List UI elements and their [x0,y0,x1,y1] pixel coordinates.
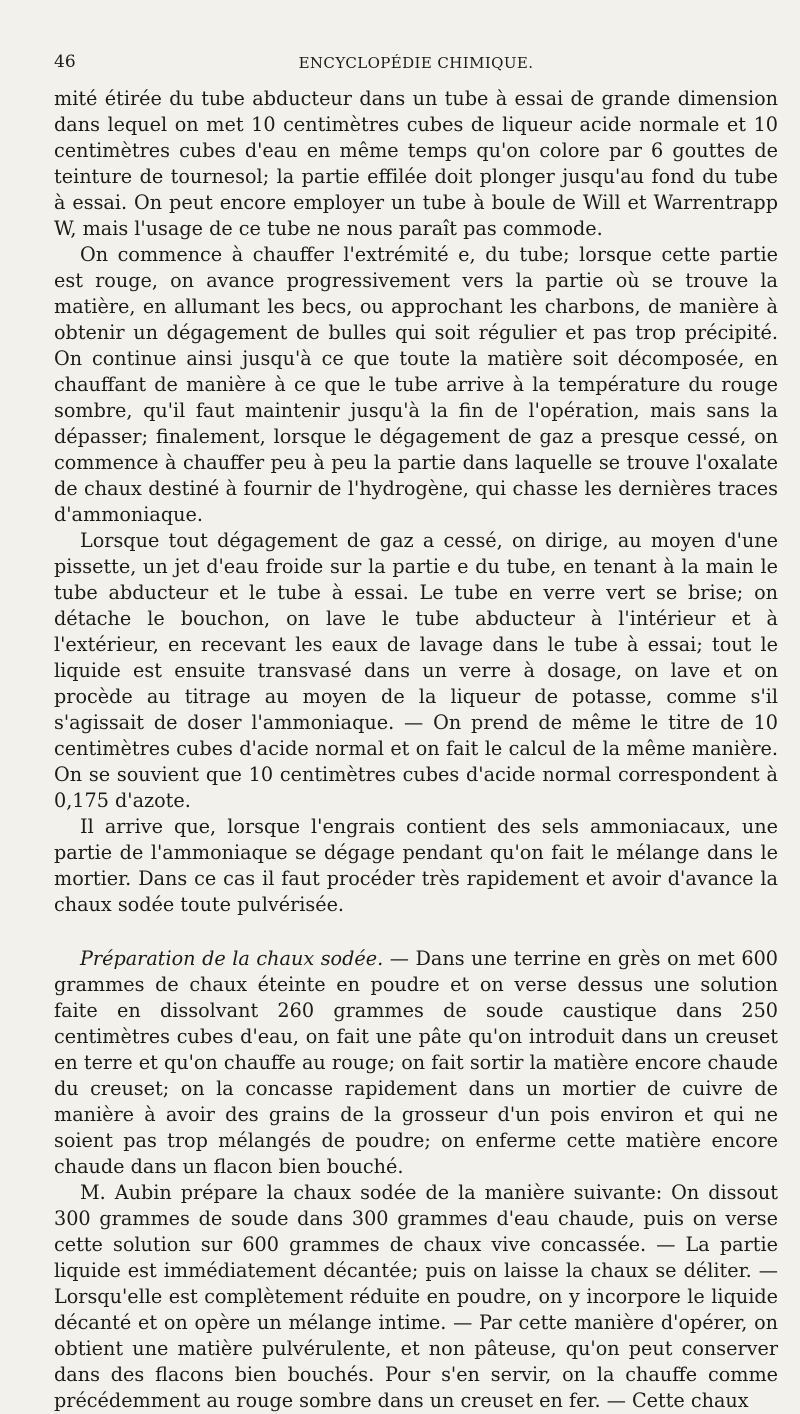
running-title: ENCYCLOPÉDIE CHIMIQUE. [298,54,534,72]
section-soda-lime-preparation [54,946,778,1180]
page-number: 46 [54,52,76,72]
page-header [54,52,778,86]
paragraph-heating: On commence à chauffer l'extrémité e, du tube; lorsque cette partie est rouge, on avance progressivement vers la partie où se trouve la matière, en allumant les becs, ou approchant les charbons, de manière à obtenir un dégagement de bulles qui soit régulier et pas trop précipité. On continue ainsi jusqu'à ce que toute la matière soit décomposée, en chauffant de manière à ce que le tube arrive à la température du rouge sombre, qu'il faut maintenir jusqu'à la fin de l'opération, mais sans la dépasser; finalement, lorsque le dégagement de gaz a presque cessé, on commence à chauffer peu à peu la partie dans laquelle se trouve l'oxalate de chaux destiné à fournir de l'hydrogène, qui chasse les dernières traces d'ammoniaque. [54,243,778,526]
paragraph-titration: Lorsque tout dégagement de gaz a cessé, on dirige, au moyen d'une pissette, un jet d'eau froide sur la partie e du tube, en tenant à la main le tube abducteur et le tube à essai. Le tube en verre vert se brise; on détache le bouchon, on lave le tube abducteur à l'intérieur et à l'extérieur, en recevant les eaux de lavage dans le tube à essai; tout le liquide est ensuite transvasé dans un verre à dosage, on lave et on procède au titrage au moyen de la liqueur de potasse, comme s'il s'agissait de doser l'ammoniaque. — On prend de même le titre de 10 centimètres cubes d'acide normal et on fait le calcul de la même manière. On se souvient que 10 centimètres cubes d'acide normal correspondent à 0,175 d'azote. [54,529,778,812]
section-title: Préparation de la chaux sodée. [80,947,384,970]
body-text [54,86,778,1414]
section-spacer [54,918,778,946]
paragraph-continuation: mité étirée du tube abducteur dans un tube à essai de grande dimension dans lequel on met 10 centimètres cubes de liqueur acide normale et 10 centimètres cubes d'eau en même temps qu'on colore par 6 gouttes de teinture de tournesol; la partie effilée doit plonger jusqu'au fond du tube à essai. On peut encore employer un tube à boule de Will et Warrentrapp W, mais l'usage de ce tube ne nous paraît pas commode. [54,87,778,240]
paragraph-aubin-method: M. Aubin prépare la chaux sodée de la manière suivante: On dissout 300 grammes de soude dans 300 grammes d'eau chaude, puis on verse cette solution sur 600 grammes de chaux vive concassée. — La partie liquide est immédiatement décantée; puis on laisse la chaux se déliter. — Lorsqu'elle est complètement réduite en poudre, on y incorpore le liquide décanté et on opère un mélange intime. — Par cette manière d'opérer, on obtient une matière pulvérulente, et non pâteuse, qu'on peut conserver dans des flacons bien bouchés. Pour s'en servir, on la chauffe comme précédemment au rouge sombre dans un creuset en fer. — Cette chaux [54,1181,778,1412]
paragraph-ammonium-salts: Il arrive que, lorsque l'engrais contient des sels ammoniacaux, une partie de l'ammoniaque se dégage pendant qu'on fait le mélange dans le mortier. Dans ce cas il faut procéder très rapidement et avoir d'avance la chaux sodée toute pulvérisée. [54,815,778,916]
section-lead-text: — Dans une terrine en grès on met 600 grammes de chaux éteinte en poudre et on verse dessus une solution faite en dissolvant 260 grammes de soude caustique dans 250 centimètres cubes d'eau, on fait une pâte qu'on introduit dans un creuset en terre et qu'on chauffe au rouge; on fait sortir la matière encore chaude du creuset; on la concasse rapidement dans un mortier de cuivre de manière à avoir des grains de la grosseur d'un pois environ et qui ne soient pas trop mélangés de poudre; on enferme cette matière encore chaude dans un flacon bien bouché. [54,947,778,1178]
